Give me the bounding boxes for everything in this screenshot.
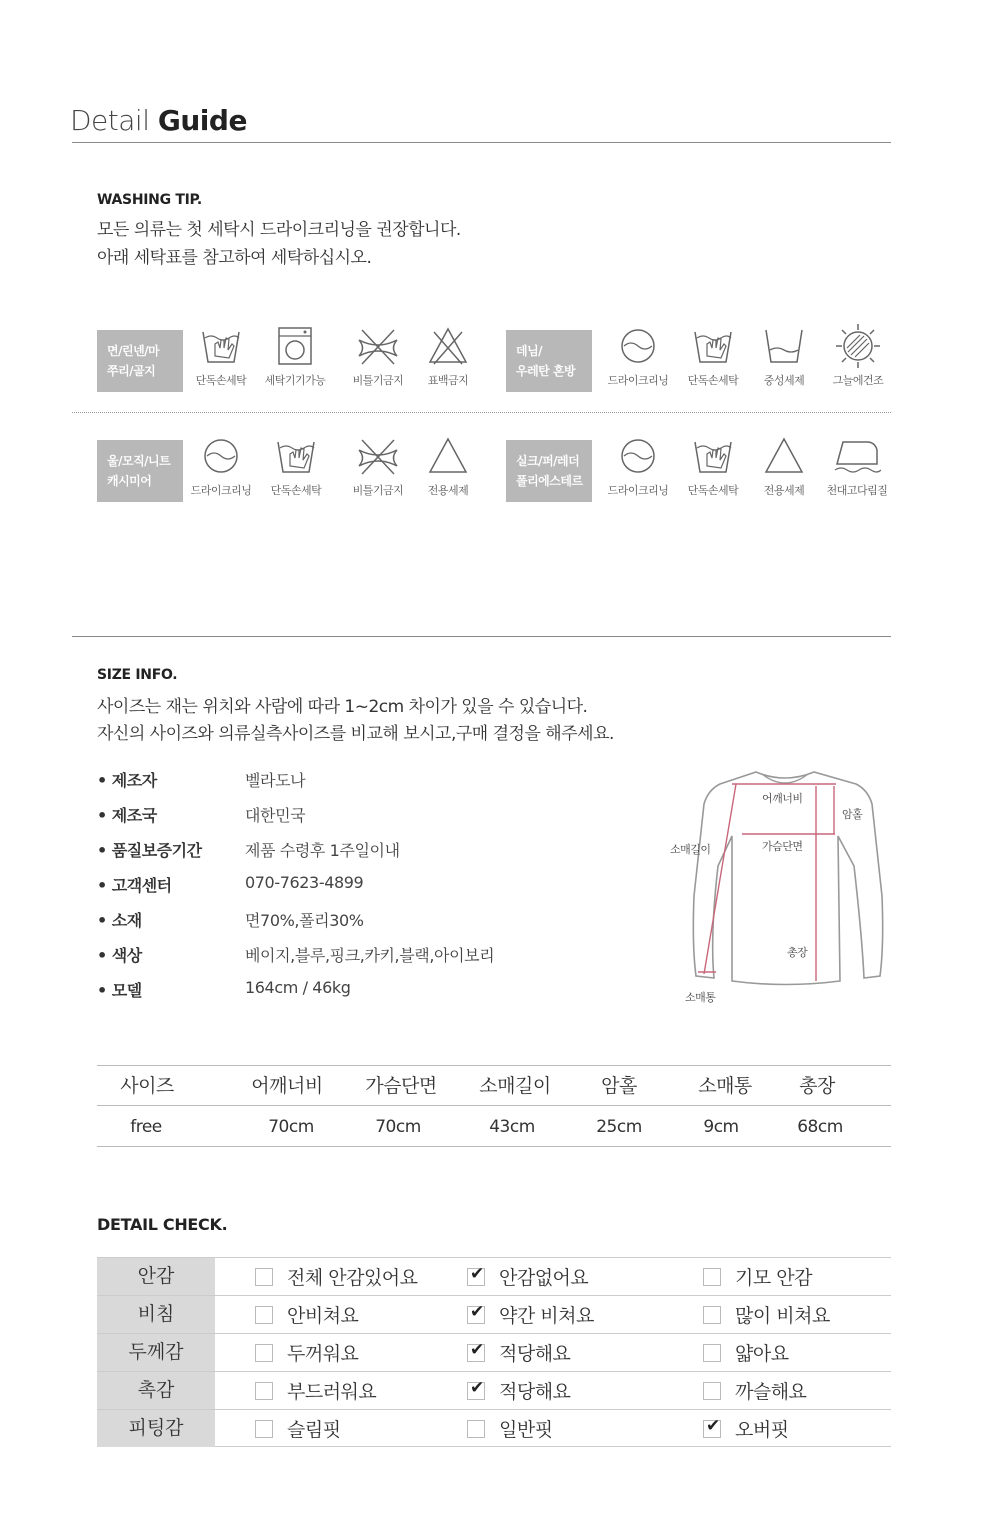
size-cell: 25cm <box>596 1117 642 1137</box>
spec-key: • 제조자 <box>97 771 157 790</box>
check-option[interactable] <box>255 1296 358 1333</box>
checkbox[interactable] <box>467 1377 485 1400</box>
wash-icon-label: 표백금지 <box>427 374 469 387</box>
wash-category-line: 울/모직/니트 <box>107 454 171 468</box>
wash-icon-label: 중성세제 <box>763 374 805 387</box>
wash-category <box>506 330 592 392</box>
shoulder-label: 어깨너비 <box>762 792 803 805</box>
neutral-detergent-icon <box>743 326 825 388</box>
checkbox[interactable] <box>467 1339 485 1362</box>
check-option-label: 적당해요 <box>499 1343 571 1365</box>
washing-line-1: 모든 의류는 첫 세탁시 드라이크리닝을 권장합니다. <box>97 220 461 240</box>
wash-category-line: 면/린넨/마 <box>107 344 160 358</box>
check-option[interactable] <box>467 1410 553 1447</box>
size-header-cell: 사이즈 <box>120 1075 174 1097</box>
checkbox[interactable] <box>703 1306 721 1324</box>
spec-key: • 제조국 <box>97 806 157 825</box>
check-mark-icon: ✔ <box>706 1415 721 1436</box>
spec-key: • 모델 <box>97 981 142 1000</box>
divider <box>72 142 891 143</box>
detail-check-table <box>97 1257 891 1447</box>
checkbox[interactable] <box>703 1415 721 1438</box>
special-detergent-icon <box>407 436 489 498</box>
wash-group-denim <box>506 330 592 392</box>
washing-tip-label: WASHING TIP. <box>97 192 202 208</box>
size-header-cell: 소매통 <box>698 1075 752 1097</box>
check-option-label: 두꺼워요 <box>287 1343 359 1365</box>
wash-icon-label: 그늘에건조 <box>832 374 884 387</box>
checkbox[interactable] <box>703 1344 721 1362</box>
wash-icon-label: 천대고다림질 <box>826 484 888 497</box>
check-row-heading: 비침 <box>97 1296 215 1333</box>
spec-value: 대한민국 <box>245 806 306 825</box>
wash-icon-label: 단독손세탁 <box>687 484 739 497</box>
check-row <box>97 1333 891 1371</box>
title-light: Detail <box>70 104 150 137</box>
size-cell: 70cm <box>375 1117 421 1137</box>
wash-icon-label: 전용세제 <box>763 484 805 497</box>
dry-clean-icon <box>180 436 262 498</box>
spec-key: • 색상 <box>97 946 142 965</box>
spec-key: • 고객센터 <box>97 876 172 895</box>
checkbox[interactable] <box>467 1301 485 1324</box>
wash-category <box>97 330 183 392</box>
wash-category-line: 우레탄 혼방 <box>516 364 576 378</box>
check-option[interactable] <box>255 1258 418 1295</box>
size-info-label: SIZE INFO. <box>97 667 178 683</box>
check-row <box>97 1371 891 1409</box>
size-cell: 70cm <box>268 1117 314 1137</box>
check-option-label: 적당해요 <box>499 1381 571 1403</box>
check-mark-icon: ✔ <box>470 1263 485 1284</box>
chest-label: 가슴단면 <box>762 840 803 853</box>
checkbox[interactable] <box>255 1420 273 1438</box>
check-option-label: 약간 비쳐요 <box>499 1305 594 1327</box>
spec-value: 164cm / 46kg <box>245 978 351 997</box>
check-option[interactable] <box>703 1296 830 1333</box>
size-cell: 43cm <box>489 1117 535 1137</box>
wash-group-wool <box>97 440 183 502</box>
hand-wash-icon <box>672 326 754 388</box>
check-option[interactable] <box>703 1258 812 1295</box>
size-cell: 9cm <box>703 1117 739 1137</box>
check-mark-icon: ✔ <box>470 1301 485 1322</box>
special-detergent-icon <box>743 436 825 498</box>
title-bold: Guide <box>157 104 247 137</box>
wash-icon-label: 전용세제 <box>427 484 469 497</box>
wash-category-line: 데님/ <box>516 344 543 358</box>
check-row <box>97 1409 891 1447</box>
check-option-label: 안감없어요 <box>499 1267 589 1289</box>
checkbox[interactable] <box>703 1268 721 1286</box>
spec-value: 면70%,폴리30% <box>245 911 364 930</box>
dotted-divider <box>72 412 891 413</box>
washing-line-2: 아래 세탁표를 참고하여 세탁하십시오. <box>97 248 372 268</box>
spec-value: 070-7623-4899 <box>245 873 364 892</box>
wash-category-line: 폴리에스테르 <box>516 474 583 488</box>
hand-wash-icon <box>672 436 754 498</box>
spec-key: • 품질보증기간 <box>97 841 202 860</box>
check-mark-icon: ✔ <box>470 1339 485 1360</box>
size-header-cell: 총장 <box>799 1075 835 1097</box>
checkbox[interactable] <box>255 1344 273 1362</box>
wash-icon-label: 드라이크리닝 <box>190 484 252 497</box>
check-option[interactable] <box>703 1334 789 1371</box>
size-table-row <box>97 1106 891 1147</box>
check-row <box>97 1295 891 1333</box>
check-row <box>97 1257 891 1295</box>
wash-icon-label: 단독손세탁 <box>195 374 247 387</box>
size-header-cell: 가슴단면 <box>365 1075 437 1097</box>
size-header-cell: 암홀 <box>601 1075 637 1097</box>
check-row-heading: 피팅감 <box>97 1410 215 1447</box>
wash-icon-label: 드라이크리닝 <box>607 484 669 497</box>
check-row-heading: 촉감 <box>97 1372 215 1409</box>
check-option[interactable] <box>703 1410 789 1447</box>
wash-category <box>97 440 183 502</box>
wash-icon-label: 세탁기기가능 <box>264 374 326 387</box>
check-option[interactable] <box>467 1258 588 1295</box>
check-option-label: 부드러워요 <box>287 1381 377 1403</box>
garment-measure-diagram <box>670 766 890 1006</box>
spec-value: 벨라도나 <box>245 771 306 790</box>
size-table <box>97 1065 891 1147</box>
wash-category <box>506 440 592 502</box>
size-cell: free <box>130 1117 162 1137</box>
check-mark-icon: ✔ <box>470 1377 485 1398</box>
check-option-label: 오버핏 <box>735 1419 789 1441</box>
check-option[interactable] <box>467 1296 594 1333</box>
wash-category-line: 실크/퍼/레더 <box>516 454 580 468</box>
no-bleach-icon <box>407 326 489 388</box>
size-header-cell: 소매길이 <box>479 1075 551 1097</box>
wash-icon-label: 단독손세탁 <box>270 484 322 497</box>
check-option[interactable] <box>467 1334 570 1371</box>
checkbox[interactable] <box>467 1263 485 1286</box>
check-row-heading: 두께감 <box>97 1334 215 1371</box>
check-option-label: 까슬해요 <box>735 1381 807 1403</box>
armhole-label: 암홀 <box>842 808 863 821</box>
check-option[interactable] <box>703 1372 806 1409</box>
check-option[interactable] <box>255 1372 376 1409</box>
sleeve-length-label: 소매길이 <box>670 843 711 856</box>
wash-category-line: 캐시미어 <box>107 474 152 488</box>
checkbox[interactable] <box>255 1382 273 1400</box>
check-option-label: 얇아요 <box>735 1343 789 1365</box>
check-option[interactable] <box>255 1410 341 1447</box>
detail-check-label: DETAIL CHECK. <box>97 1215 228 1234</box>
wash-icon-label: 단독손세탁 <box>687 374 739 387</box>
check-option[interactable] <box>467 1372 570 1409</box>
washing-machine-icon <box>254 326 336 388</box>
spec-value: 베이지,블루,핑크,카키,블랙,아이보리 <box>245 946 495 965</box>
wash-group-silk <box>506 440 592 502</box>
wash-icon-label: 비틀기금지 <box>352 374 404 387</box>
wash-group-cotton <box>97 330 183 392</box>
size-header-cell: 어깨너비 <box>251 1075 323 1097</box>
checkbox[interactable] <box>255 1268 273 1286</box>
check-option-label: 일반핏 <box>499 1419 553 1441</box>
wash-category-line: 쭈리/골지 <box>107 364 156 378</box>
size-table-header <box>97 1065 891 1106</box>
size-cell: 68cm <box>797 1117 843 1137</box>
wash-icon-label: 비틀기금지 <box>352 484 404 497</box>
checkbox[interactable] <box>255 1306 273 1324</box>
checkbox[interactable] <box>467 1420 485 1438</box>
checkbox[interactable] <box>703 1382 721 1400</box>
hand-wash-icon <box>180 326 262 388</box>
check-option-label: 슬림핏 <box>287 1419 341 1441</box>
check-option-label: 많이 비쳐요 <box>735 1305 830 1327</box>
cuff-label: 소매통 <box>685 991 716 1004</box>
divider <box>72 636 891 637</box>
page-title <box>70 104 247 137</box>
total-length-label: 총장 <box>787 946 808 959</box>
size-info-line-1: 사이즈는 재는 위치와 사람에 따라 1~2cm 차이가 있을 수 있습니다. <box>97 697 588 717</box>
size-info-line-2: 자신의 사이즈와 의류실측사이즈를 비교해 보시고,구매 결정을 해주세요. <box>97 724 614 744</box>
check-option[interactable] <box>255 1334 358 1371</box>
wash-icon-label: 드라이크리닝 <box>607 374 669 387</box>
spec-key: • 소재 <box>97 911 142 930</box>
check-option-label: 기모 안감 <box>735 1267 812 1289</box>
dry-clean-icon <box>597 436 679 498</box>
check-row-heading: 안감 <box>97 1258 215 1295</box>
dry-clean-icon <box>597 326 679 388</box>
shade-dry-icon <box>817 322 899 388</box>
iron-with-cloth-icon <box>816 436 898 498</box>
spec-value: 제품 수령후 1주일이내 <box>245 841 400 860</box>
hand-wash-icon <box>255 436 337 498</box>
check-option-label: 전체 안감있어요 <box>287 1267 418 1289</box>
check-option-label: 안비쳐요 <box>287 1305 359 1327</box>
